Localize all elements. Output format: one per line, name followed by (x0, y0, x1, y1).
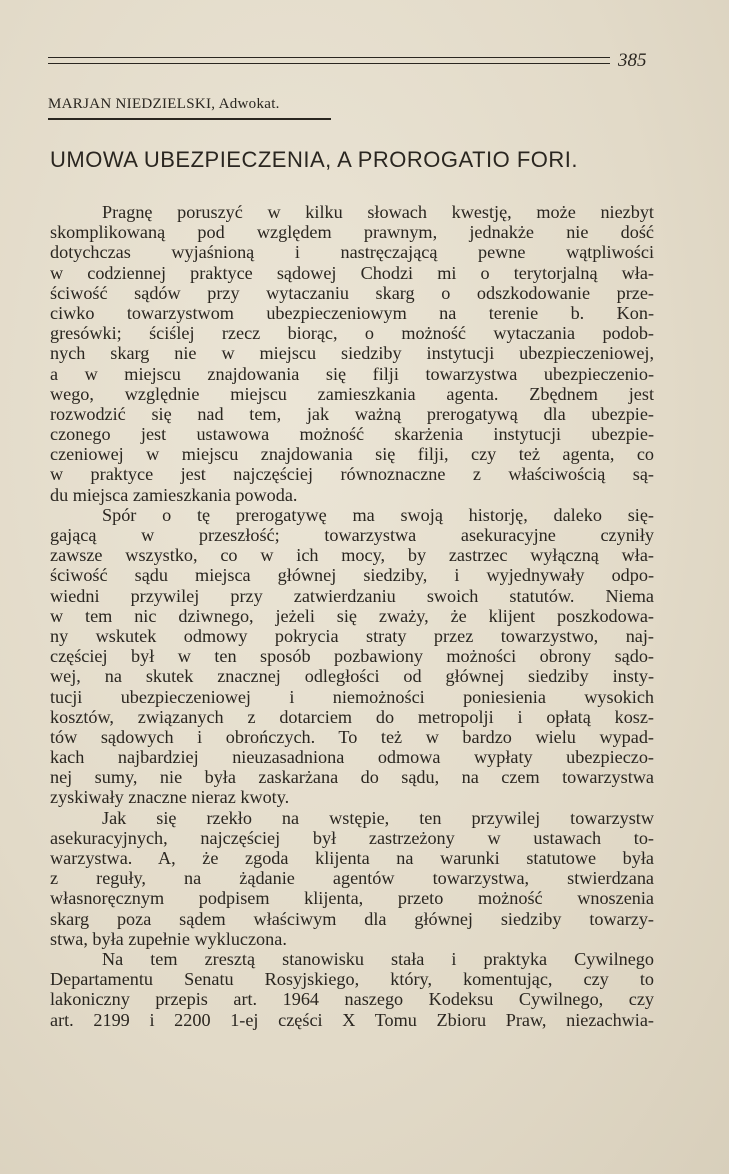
text-line: gresówki; ściślej rzecz biorąc, o możność wytaczania podob- (50, 323, 654, 344)
text-line: w codziennej praktyce sądowej Chodzi mi o terytorjalną wła- (50, 262, 654, 283)
text-line: czeniowej w miejscu znajdowania się filji, czy też agenta, co (50, 444, 654, 465)
text-line: tów sądowych i obrończych. To też w bardzo wielu wypad- (50, 726, 654, 747)
header-double-rule (48, 55, 610, 67)
text-line: du miejsca zamieszkania powoda. (50, 484, 298, 505)
text-line: warzystwa. A, że zgoda klijenta na warunki statutowe była (50, 848, 654, 868)
author-line: MARJAN NIEDZIELSKI, Adwokat. (48, 96, 280, 112)
author-underline (48, 118, 331, 120)
text-line: wego, względnie miejscu zamieszkania agenta. Zbędnem jest (50, 383, 654, 404)
text-line: własnoręcznym podpisem klijenta, przeto możność wnoszenia (50, 888, 654, 909)
text-line: wiedni przywilej przy zatwierdzaniu swoich statutów. Niema (50, 585, 654, 606)
text-line: zyskiwały znaczne nieraz kwoty. (50, 787, 290, 808)
text-line: lakoniczny przepis art. 1964 naszego Kodeksu Cywilnego, czy (50, 989, 654, 1010)
text-line: art. 2199 i 2200 1-ej części X Tomu Zbioru Praw, niezachwia- (50, 1009, 654, 1030)
text-line: zawsze wszystko, co w ich mocy, by zastrzec wyłączną wła- (50, 545, 654, 566)
text-line: rozwodzić się nad tem, jak ważną prerogatywą dla ubezpie- (50, 403, 654, 424)
text-line: w tem nic dziwnego, jeżeli się zważy, że klijent poszkodowa- (50, 605, 654, 626)
text-line: Jak się rzekło na wstępie, ten przywilej towarzystw (102, 807, 654, 828)
text-line: ściwość sądu miejsca głównej siedziby, i wyjednywały odpo- (50, 565, 654, 586)
text-line: skomplikowaną pod względem prawnym, jednakże nie dość (50, 222, 654, 243)
text-line: nej sumy, nie była zaskarżana do sądu, na czem towarzystwa (50, 767, 654, 788)
text-line: tucji ubezpieczeniowej i niemożności poniesienia wysokich (50, 686, 654, 707)
text-line: częściej był w ten sposób pozbawiony możności obrony sądo- (50, 646, 654, 667)
text-line: z reguły, na żądanie agentów towarzystwa, stwierdzana (50, 868, 654, 889)
page-number: 385 (618, 50, 647, 71)
text-line: kosztów, związanych z dotarciem do metropolji i opłatą kosz- (50, 706, 654, 727)
text-line: dotychczas wyjaśnioną i nastręczającą pewne wątpliwości (50, 242, 654, 263)
text-line: skarg poza sądem właściwym dla głównej siedziby towarzy- (50, 908, 654, 929)
text-line: gającą w przeszłość; towarzystwa asekuracyjne czyniły (50, 525, 654, 545)
text-line: a w miejscu znajdowania się filji towarzystwa ubezpieczenio- (50, 363, 654, 384)
article-title: UMOWA UBEZPIECZENIA, A PROROGATIO FORI. (50, 147, 579, 172)
text-line: stwa, była zupełnie wykluczona. (50, 928, 287, 949)
text-line: Na tem zresztą stanowisku stała i praktyka Cywilnego (102, 948, 654, 969)
text-line: w praktyce jest najczęściej równoznaczne z właściwością są- (50, 464, 654, 485)
text-line: Departamentu Senatu Rosyjskiego, który, komentując, czy to (50, 969, 654, 990)
text-line: asekuracyjnych, najczęściej był zastrzeżony w ustawach to- (50, 827, 654, 848)
text-line: nych skarg nie w miejscu siedziby instytucji ubezpieczeniowej, (50, 343, 654, 364)
header-rule-top (48, 57, 610, 58)
text-line: Pragnę poruszyć w kilku słowach kwestję, może niezbyt (102, 202, 654, 222)
text-line: wej, na skutek znacznej odległości od głównej siedziby insty- (50, 666, 654, 687)
text-line: Spór o tę prerogatywę ma swoją historję, daleko się- (102, 504, 654, 525)
header-rule-bottom (48, 63, 610, 64)
text-line: ny wskutek odmowy pokrycia straty przez towarzystwo, naj- (50, 625, 654, 646)
text-line: ciwko towarzystwom ubezpieczeniowym na terenie b. Kon- (50, 302, 654, 323)
text-line: ściwość sądów przy wytaczaniu skarg o odszkodowanie prze- (50, 282, 654, 303)
text-line: kach najbardziej nieuzasadniona odmowa wypłaty ubezpieczo- (50, 747, 654, 768)
text-line: czonego jest ustawowa możność skarżenia instytucji ubezpie- (50, 424, 654, 445)
article-body (50, 202, 654, 1030)
